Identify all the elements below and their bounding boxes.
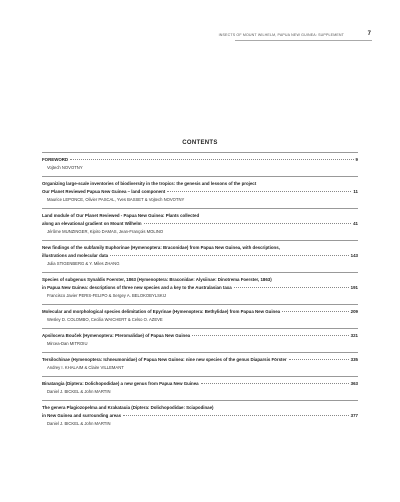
entry-title: The genera Plagiozopelma and Krakatauia (Diptera: Dolichopodidae: Sciapodinae) bbox=[42, 405, 214, 410]
toc-entry-title-line bbox=[42, 156, 358, 164]
entry-title: Our Planet Reviewed Papua New Guinea – land component bbox=[42, 189, 166, 194]
header-rule bbox=[235, 40, 372, 41]
toc-entry-title-line bbox=[42, 180, 358, 188]
dot-leader bbox=[110, 255, 349, 256]
dot-leader bbox=[282, 311, 349, 312]
entry-page-number: 377 bbox=[350, 413, 358, 418]
entry-title: Apsilocera Bouček (Hymenoptera: Pteromalidae) of Papua New Guinea bbox=[42, 333, 191, 338]
entry-authors: Jérôme MUNZINGER, Kipiro DAMAS, Jean-François MOLINO bbox=[47, 229, 164, 234]
toc-entry[interactable] bbox=[42, 272, 358, 304]
toc-entry-title-line bbox=[42, 332, 358, 340]
entry-authors: Daniel J. BICKEL & John MARTIN bbox=[47, 389, 111, 394]
entry-page-number: 209 bbox=[350, 309, 358, 314]
toc-entry[interactable] bbox=[42, 208, 358, 240]
entry-authors: Mircea-Dan MITROIU bbox=[47, 341, 88, 346]
entry-title: in New Guinea and surrounding areas bbox=[42, 413, 122, 418]
toc-entry-title-line bbox=[42, 244, 358, 252]
dot-leader bbox=[123, 415, 349, 416]
toc-entry-title-line bbox=[42, 412, 358, 420]
toc-entry-title-line bbox=[42, 404, 358, 412]
toc-entry-title-line bbox=[42, 220, 358, 228]
dot-leader bbox=[167, 191, 351, 192]
toc-entry[interactable] bbox=[42, 152, 358, 176]
entry-authors: Daniel J. BICKEL & John MARTIN bbox=[47, 421, 111, 426]
entry-title: in Papua New Guinea: descriptions of three new species and a key to the Australasian taxa bbox=[42, 285, 232, 290]
entry-authors: Maurice LEPONCE, Olivier PASCAL, Yves BASSET & Vojtech NOVOTNY bbox=[47, 197, 185, 202]
dot-leader bbox=[289, 359, 349, 360]
toc-entry-title-line bbox=[42, 252, 358, 260]
entry-title: along an elevational gradient on Mount Wilhelm bbox=[42, 221, 142, 226]
dot-leader bbox=[192, 335, 349, 336]
entry-page-number: 41 bbox=[353, 221, 358, 226]
dot-leader bbox=[201, 383, 349, 384]
dot-leader bbox=[234, 287, 349, 288]
table-of-contents bbox=[42, 152, 358, 432]
entry-page-number: 321 bbox=[350, 333, 358, 338]
entry-title: illustrations and molecular data bbox=[42, 253, 109, 258]
entry-authors: Vojtech NOVOTNY bbox=[47, 165, 83, 170]
toc-entry-title-line bbox=[42, 276, 358, 284]
toc-entry-title-line bbox=[42, 212, 358, 220]
entry-title: Molecular and morphological species delimitation of Epyrinae (Hymenoptera: Bethylidae) from Papua New Guinea bbox=[42, 309, 281, 314]
entry-authors: Francisco Javier PERIS-FELIPO & Sergey A. BELOKOBYLSKIJ bbox=[47, 293, 166, 298]
toc-entry[interactable] bbox=[42, 376, 358, 400]
entry-title: New findings of the subfamily Euphorinae (Hymenoptera: Braconidae) from Papua New Guinea, with descriptions, bbox=[42, 245, 280, 250]
entry-authors: Wesley D. COLOMBO, Cecilia WAICHERT & Celso O. AZEVE bbox=[47, 317, 163, 322]
contents-title: CONTENTS bbox=[182, 140, 218, 146]
toc-entry-title-line bbox=[42, 188, 358, 196]
entry-title: Land module of Our Planet Reviewed - Papua New Guinea: Plants collected bbox=[42, 213, 200, 218]
toc-entry-title-line bbox=[42, 380, 358, 388]
toc-entry[interactable] bbox=[42, 304, 358, 328]
toc-entry-title-line bbox=[42, 284, 358, 292]
toc-entry[interactable] bbox=[42, 240, 358, 272]
entry-page-number: 335 bbox=[350, 357, 358, 362]
entry-title: Binatangia (Diptera: Dolichopodidae) a new genus from Papua New Guinea bbox=[42, 381, 199, 386]
entry-title: Species of subgenus Synaldis Foerster, 1863 (Hymenoptera: Braconidae: Alysiinae: Dinotrema Foerster, 1863) bbox=[42, 277, 272, 282]
entry-page-number: 9 bbox=[355, 157, 358, 162]
dot-leader bbox=[144, 223, 352, 224]
toc-entry-title-line bbox=[42, 356, 358, 364]
entry-page-number: 143 bbox=[350, 253, 358, 258]
toc-entry-title-line bbox=[42, 308, 358, 316]
entry-authors: Julia STIGENBERG & Y. Miles ZHANG bbox=[47, 261, 120, 266]
entry-title: Tersilochinae (Hymenoptera: Ichneumonidae) of Papua New Guinea: nine new species of the genus Diaparsis Förster bbox=[42, 357, 287, 362]
running-head: INSECTS OF MOUNT WILHELM, PAPUA NEW GUINEA: SUPPLEMENT bbox=[218, 33, 344, 37]
entry-page-number: 11 bbox=[353, 189, 358, 194]
toc-entry[interactable] bbox=[42, 328, 358, 352]
entry-page-number: 191 bbox=[350, 285, 358, 290]
page-number: 7 bbox=[367, 31, 371, 37]
toc-entry[interactable] bbox=[42, 400, 358, 432]
entry-page-number: 363 bbox=[350, 381, 358, 386]
toc-entry[interactable] bbox=[42, 352, 358, 376]
toc-entry[interactable] bbox=[42, 176, 358, 208]
entry-title: FOREWORD bbox=[42, 157, 69, 162]
dot-leader bbox=[70, 159, 353, 160]
entry-authors: Andrey I. KHALAIM & Claire VILLEMANT bbox=[47, 365, 124, 370]
entry-title: Organizing large-scale inventories of biodiversity in the tropics: the genesis and lessons of the project bbox=[42, 181, 257, 186]
